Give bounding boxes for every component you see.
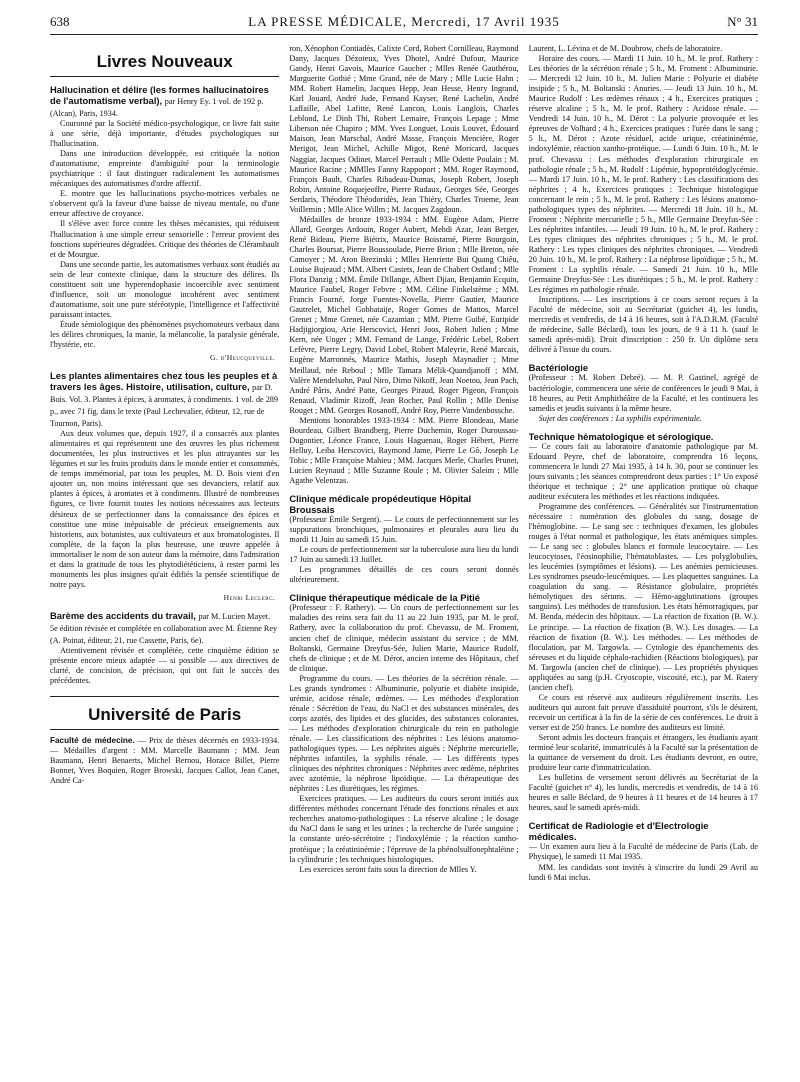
book1-review bbox=[50, 119, 279, 350]
faculte-text: — Prix de thèses décernés en 1933-1934. — Médailles d'argent : MM. Marcelle Baumann ; MM. Jean Baumann, Henri Benaerts, Michel Bernou, Horace Billet, Pierre Bonnet, Yves Boquien, Roger Browski, Jacques Callot, Jean Canet, André Ca- bbox=[50, 736, 280, 786]
radiologie-heading: Certificat de Radiologie et d'Electrologie médicales. bbox=[528, 820, 709, 843]
medailles-argent-list: ron, Xénophon Contiadès, Calixte Cord, Robert Cornilleau, Raymond Dany, Jacques Dézoteux, Yves Dhotel, André Dufour, Maurice Gandy, Henri Gavois, Maurice Gaucher ; Mlles Renée Gauthérou, Marguerite Gothié ; Mme Grand, née de Mary ; Mlle Lucie Hahn ; MM. Robert Hamelin, Jacques Hepp, Jean Hesse, Henry Ingrand, Karl Jouard, André Jude, Fernand Kayser, René Lachelin, André Laffaille, Abel Lafitte, René Lancon, Louis Langlois, Charles Leblond, Le Dinh Thi, Robert Lemaire, François Lepage ; Mme Liberson née Chapiro ; MM. Yves Longuet, Louis Louvet, Édouard Maison, Jean Marschal, André Masse, François Mencière, Roger Merigot, Jean Michel, Achille Migot, René Moricard, Jacques Naggiar, Jacques Odinet, Marcel Perrault ; Mlle Odette Poulain ; M. Maurice Racine ; MMlles Fanny Rappoport ; MM. Roger Raymond, François Bault, Charles Ribadeau-Dumas, Joseph Robert, Joseph Robin, Antoine Roquejeoffre, Pierre Rudaux, Georges Sée, Georges Serdaris, Théodore Théodoridès, Jean Thiéry, Charles Troeme, Jean Voillemin ; Mlle Alice Willm ; M. Jacques Zagdoun. bbox=[289, 44, 519, 214]
technique-heading: Technique hématologique et sérologique. bbox=[528, 430, 714, 442]
inscriptions: Inscriptions. — Les inscriptions à ce cours seront reçues à la Faculté de médecine, soit au Secrétariat (guichet 4), les lundis, mercredis et vendredis, de 14 à 16 heures, soit à l'A.D.R.M. (Faculté de médecine, Salle Béclard), tous les jours, de 9 à 11 h. (sauf le samedi après-midi). Droit d'inscription : 250 fr. Un diplôme sera délivré à l'issue du cours. bbox=[528, 295, 758, 355]
column-1 bbox=[50, 44, 279, 1074]
faculte-title: Faculté de médecine. bbox=[50, 736, 135, 746]
article-columns bbox=[50, 44, 758, 1074]
bacteriologie-sujet: Sujet des conférences : La syphilis expérimentale. bbox=[538, 413, 702, 423]
review-paragraph: E. montre que les hallucinations psycho-motrices verbales ne s'observent qu'à la faveur d'une baisse de niveau mentale, ou d'une erreur affective de croyance. bbox=[50, 189, 280, 219]
issue-number: N° 31 bbox=[727, 14, 758, 29]
clinique-pitie-text: (Professeur : F. Rathery). — Un cours de perfectionnement sur les maladies des reins sera fait du 11 au 22 Juin 1935, par M. le prof. Rathery, avec la collaboration du prof. Chevassu, de M. Froment, ancien chef de clinique, médecin assistant du service ; de MM. Boltanski, Germaine Dreyfus-Sée, Julien Marie, Maurice Rudolf, chefs de clinique ; et de M. Dérot, ancien interne des Hôpitaux, chef de clinique. bbox=[289, 603, 519, 673]
clinique-broussais-text: (Professeur Émile Sergent). — Le cours de perfectionnement sur les suppurations bronchiques, pulmonaires et pleurales aura lieu du mardi 11 Juin au samedi 15 Juin. bbox=[289, 515, 519, 545]
clinique-pitie-heading: Clinique thérapeutique médicale de la Pitié bbox=[289, 592, 481, 604]
review-paragraph: Couronné par la Société médico-psychologique, ce livre fait suite à une série, déjà importante, d'études psychologiques sur l'hallucination. bbox=[50, 119, 280, 149]
radiologie-text: — Un examen aura lieu à la Faculté de médecine de Paris (Lab. de Physique), le samedi 11 Mai 1935. bbox=[528, 842, 758, 862]
review-paragraph: Aux deux volumes que, depuis 1927, il a consacrés aux plantes alimentaires et qui représentent une des œuvres les plus richement documentées, les plus instructives et les plus attrayantes sur les légumes et sur les fruits produits dans le monde entier et consommés, de temps immémorial, par tous les peuples, M. D. Bois vient d'en ajouter un, non moins intéressant que ses devanciers, relatif aux plantes à épices, à aromates et à condiments. Illustré de nombreuses figures, ce livre fournit toutes les notions nécessaires aux lecteurs désireux de se perfectionner dans la connaissance des épices et constitue une mine inépuisable de précieux enseignements aux historiens, aux botanistes, aux cultivateurs et aux bromatologistes. Il complète, de la façon la plus heureuse, une œuvre appelée à immortaliser le nom de son auteur dans la mémoire, dans l'admiration et dans la gratitude de tous les phytodiététiciens, à rester parmi les monuments les plus insignes qu'ait édifiés la pensée scientifique de notre pays. bbox=[50, 429, 280, 589]
seront-admis: Seront admis les docteurs français et étrangers, les étudiants ayant terminé leur scolarité, immatriculés à la Faculté sur la présentation de la quittance de versement du droit. Les étudiants devront, en outre, produire leur carte d'immatriculation. bbox=[528, 733, 758, 773]
bulletins-versement: Les bulletins de versement seront délivrés au Secrétariat de la Faculté (guichet n° 4), les lundis, mercredis et vendredis, de 14 à 16 heures et salle Béclard, de 9 heures à 11 heures et de 14 heures à 17 heures, sauf le samedi après-midi. bbox=[528, 773, 758, 813]
universite-heading: Université de Paris bbox=[88, 705, 242, 725]
book-title bbox=[50, 370, 279, 429]
review-signature: G. d'Heucqueville. bbox=[209, 353, 276, 363]
clinique-broussais-heading: Clinique médicale propédeutique Hôpital Broussais bbox=[289, 493, 472, 516]
newspaper-title: LA PRESSE MÉDICALE, Mercredi, 17 Avril 1935 bbox=[248, 14, 560, 29]
horaire-cours: Horaire des cours. — Mardi 11 Juin. 10 h., M. le prof. Rathery : Les théories de la sécrétion rénale ; 5 h., M. Froment : Albuminurie. — Mercredi 12 Juin. 10 h., M. Julien Marie : Polyurie et diabète insipide ; 5 h., M. Boltanski : Anuries. — Jeudi 13 Juin. 10 h., M. Maurice Rudolf : Les œdèmes rénaux ; 4 h., Exercices pratiques ; réserve alcaline ; 5 h., M. le prof. Rathery : Acidose rénale. — Vendredi 14 Juin. 10 h., M. Dérot : La polyurie provoquée et les épreuves de Volhard ; 4 h., Exercices pratiques : l'urée dans le sang ; 5 h., M. Dérot : Azote résiduel, acide urique, créatininémie, indoxylémie, réaction xantho-protéique. — Lundi 6 Juin. 10 h., M. le prof. Chevassu : Les méthodes d'exploration chirurgicale en pathologie rénale ; 5 h., M. Rudolf : Lipémie, hypoprotéidoglycémie. — Mardi 17 Juin. 10 h., M. le prof. Rathery : Les classifications des néphrites ; 4 h., Exercices pratiques : Technique histologique concernant le rein ; 5 h., M. le prof. Rathery : Les lésions anatomo-pathologiques types des néphrites. — Mercredi 18 Juin. 10 h., M. Froment : Néphrite mercurielle ; 5 h., Mlle Germaine Dreyfus-Sée : Les néphrites infantiles. — Jeudi 19 Juin. 10 h., M. le prof. Rathery : Les types cliniques des néphrites chroniques ; 5 h., M. le prof. Rathery : Les types cliniques des néphrites chroniques. — Vendredi 20 Juin. 10 h., M. le prof. Rathery : La néphrose lipoïdique ; 5 h., M. Froment : La syphilis rénale. — Samedi 21 Juin. 10 h., Mlle Germaine Dreyfus-Sée : Les diurétiques ; 5 h., M. le prof. Rathery : Les régimes en pathologie rénale. bbox=[528, 54, 758, 295]
book2-review bbox=[50, 429, 279, 590]
clinique-broussais-text-2: Le cours de perfectionnement sur la tuberculose aura lieu du lundi 17 Juin au samedi 13 Juillet. bbox=[289, 545, 519, 565]
section-rule bbox=[50, 696, 279, 697]
chefs-laboratoire: Laurent, L. Lévina et de M. Doubrow, chefs de laboratoire. bbox=[528, 44, 723, 53]
livres-heading: Livres Nouveaux bbox=[96, 52, 233, 71]
header-rule bbox=[50, 34, 758, 35]
technique-text: — Ce cours fait au laboratoire d'anatomie pathologique par M. Edouard Peyre, chef de laboratoire, comprendra 16 leçons, commencera le lundi 27 Mai 1935, à 14 h. 30, pour se continuer les jours suivants ; les séances comprendront deux parties : 1° Un exposé théorique et technique ; 2° une application pratique où chaque auditeur exécutera les méthodes et les réactions indiquées. bbox=[528, 441, 758, 501]
column-2 bbox=[289, 44, 518, 1074]
book-title bbox=[50, 610, 279, 646]
page-number: 638 bbox=[50, 14, 70, 29]
bacteriologie-text: (Professeur : M. Robert Debré). — M. P. Gastinel, agrégé de bactériologie, commencera une série de conférences le jeudi 9 Mai, à 18 heures, au Petit Amphithéâtre de la Faculté, et les continuera les samedis et jeudis suivants à la même heure. bbox=[528, 373, 758, 413]
bacteriologie-heading: Bactériologie bbox=[528, 362, 589, 374]
book-title bbox=[50, 84, 279, 119]
medailles-bronze-list: Médailles de bronze 1933-1934 : MM. Eugène Adam, Pierre Allard, Georges Ardouin, Roger Aubert, Mehdi Azar, Jean Berger, René Bideau, Pierre Biétrix, Maurice Boisramé, Pierre Bourgoin, Charles Boursat, Pierre Boussoulade, Pierre Brion ; Mlle Breton, née Camoyer ; M. Aron Brezinski ; Mlles Henriette Bui Quang Chiêu, Louise Bujeaud ; MM. Albert Castets, Jean de Chabert Ostland ; Mlle Flora Danzig ; MM. Émile Dillange, Albert Djian, Benjamin Ecquin, Maurice Faubel, Roger Febvre ; MM. Céline Finkelstème ; MM. Francis Fourné, Jorge Fuentes-Novella, Pierre Gautier, Maurice Gautrelet, Michel Gobbataije, Roger Gomes de Mattos, Marcel Grenet ; Mme Grenet, née Cazamian ; MM. Pierre Guibé, Euripide Hadjigiorgiou, Arie Herscovici, Henri Joos, Robert Julien ; Mme Kern, née Unger ; MM. Fernand de Lange, Frédéric Lebel, Robert Lefèvre, Pierre Legry, David Lobel, Robert Maleyrie, René Marcais, Eugène Marronnés, Maurice Mathis, Joseph Maynadier ; Mme Meillaud, née Reboul ; Mlle Tamara Mélik-Quandjanoff ; MM. Valère Mendelsohn, Paul Niro, Dimo Nikoff, Jean Noetou, Jean Pach, André Pâris, André Patte, Georges Piraud, Roger Pigeon, François Renaud, Vladimir Rizoff, Jean Rocher, Paul Rollin ; Mlle Denise Rouget ; MM. Georges Rosanoff, André Roy, Pierre Vandenbossche. bbox=[289, 214, 519, 415]
exercices-pratiques: Exercices pratiques. — Les auditeurs du cours seront initiés aux différentes méthodes concernant l'étude des fonctions rénales et aux recherches anatomo-pathologiques : La réserve alcaline ; le dosage du NaCl dans le sang et les urines ; la recherche de l'urée sanguine ; la constante uréo-sécrétoire ; l'indoxylémie ; la réaction xantho-protéique ; la créatininémie ; l'épreuve de la phénolsulfonephtaléine ; la cylindrurie ; les techniques histologiques. bbox=[289, 794, 519, 864]
review-paragraph: Étude sémiologique des phénomènes psychomoteurs verbaux dans les délires chroniques, la manie, la mélancolie, la paralysie générale, l'hystérie, etc. bbox=[50, 319, 280, 350]
section-rule bbox=[50, 729, 279, 730]
review-paragraph: Dans une seconde partie, les automatismes verbaux sont étudiés au sein de leur contexte clinique, dans la structure des délires. Ils constituent soit une hyperendophasie incoercible avec sentiment d'influence, soit un monologue incohérent avec sentiment d'automatisme, soit une pure stéréotypie, l'intelligence et l'affectivité paraissant intactes. bbox=[50, 259, 280, 319]
review-paragraph: Attentivement révisée et complétée, cette cinquième édition se présente encore mieux adaptée — si possible — aux directives de clarté, de concision, de précision, qui ont fait le succès des précédentes. bbox=[50, 645, 280, 686]
book2-title: Les plantes alimentaires chez tous les peuples et à travers les âges. Histoire, utilisation, culture, bbox=[50, 370, 278, 393]
book1-title: Hallucination et délire (les formes hallucinatoires de l'automatisme verbal), bbox=[50, 84, 269, 106]
programme-cours: Programme du cours. — Les théories de la sécrétion rénale. — Les grands syndromes : Albuminurie, polyurie et diabète insipide, urémie, acidose rénale, œdèmes. — Les méthodes d'exploration rénale : Sécrétion de l'eau, du NaCl et des substances minérales, des corps azotés, des lipides et des glucides, des substances colorantes. — Les méthodes d'exploration chirurgicale du rein en pathologie rénale. — Les classifications des néphrites : Les lésions anatomo-pathologiques types. — Les néphrites aiguës : Néphrite mercurielle, néphrites infantiles, la syphilis rénale. — Les différents types cliniques des néphrites chroniques : Néphrites avec œdème, néphrites avec azotémie, la néphrose lipoïdique. — La thérapeutique des néphrites : Les diurétiques, les régimes. bbox=[289, 673, 519, 794]
review-signature: Henri Leclerc. bbox=[223, 592, 276, 602]
book3-review bbox=[50, 646, 279, 686]
review-paragraph: Il s'élève avec force contre les thèses mécanistes, qui réduisent l'hallucination à une simple erreur sensorielle : l'erreur provient des fonctions supérieures dégradées. Critique des théories de Clérambault et de Mourgue. bbox=[50, 219, 280, 259]
faculte-paragraph bbox=[50, 736, 279, 786]
book3-ref: par M. Lucien Mayet. 5e édition révisée et complétée en collaboration avec M. Étienne Rey (A. Poinat, éditeur, 21, rue Cassette, Paris, 6e). bbox=[50, 611, 278, 645]
programme-conferences: Programme des conférences. — Généralités sur l'instrumentation nécessaire : numération des globules du sang, dosage de l'hémoglobine. — Le sang sec : techniques d'examen, les globules rouges à l'état normal et pathologique, les états anémiques simples. — Le sang sec : globules blancs et formule leucocytaire. — Les leucocytoses, l'éosinophilie, l'hématoblastes. — Les polyglobulies, les leucémies (symptômes et lésions). — Les anémies pernicieuses. Les syndromes pseudo-leucémiques. — Les plaquettes sanguines. La coagulation du sang. — Résistance globulaire, propriétés hémolytiques des sérums. — Hémo-agglutinations (groupes sanguins). Les méthodes de transfusion. Les états hémorragiques, par M. Benda, médecin des hôpitaux. — La réaction de fixation (B. W.). Le principe. — La réaction de fixation (B. W.). Les dosages. — La réaction de fixation (B. W.). Les méthodes. — Les méthodes de floculation, par M. Targowla. — Cytologie des épanchements des séreuses et du liquide céphalo-rachidien (Réactions biologiques), par M. Targowla (ancien chef de clinique). — Les propriétés physiques appliquées au sang (p.H. Cryoscopie, viscosité, etc.), par M. Ratery (ancien chef). bbox=[528, 501, 758, 692]
book2-ref: par D. Bois. Vol. 3. Plantes à épices, à aromates, à condiments. 1 vol. de 289 p., avec 71 fig. dans le texte (Paul Lechevalier, éditeur, 12, rue de Tournon, Paris). bbox=[50, 383, 278, 429]
book1-ref: par Henry Ey. 1 vol. de 192 p. (Alcan), Paris, 1934. bbox=[50, 97, 264, 118]
radiologie-inscription: MM. les candidats sont invités à s'inscrire du lundi 29 Avril au lundi 6 Mai inclus. bbox=[528, 862, 758, 882]
review-paragraph: Dans une introduction développée, est critiquée la notion d'automatisme, empreinte d'ambiguïté pour la terminologie psychiatrique : il faut distinguer radicalement les automatismes mécaniques des automatismes d'ordre affectif. bbox=[50, 149, 280, 189]
exercices-direction: Les exercices seront faits sous la direction de Mlles Y. bbox=[299, 864, 477, 874]
page-header bbox=[50, 10, 758, 34]
clinique-broussais-text-3: Les programmes détaillés de ces cours seront donnés ultérieurement. bbox=[289, 565, 519, 585]
section-rule bbox=[50, 76, 279, 77]
mentions-list: Mentions honorables 1933-1934 : MM. Pierre Blondeau, Marie Bourdeau, Gilbert Brandberg, Pierre Duchemin, Roger Duroussau-Dugontier, Léonce France, Louis Haguenau, Roger Hébert, Pierre Helluy, Leiba Herscovici, Raymond Jame, Pierre Le Gô, Joseph Le Tohic ; Mlle Françoise Mahieu ; MM. Jacques Merle, Charles Prunet, Lucien Reynaud ; Mlle Suzanne Roule ; M. Olivier Saleim ; Mlle Agathe Velentzas. bbox=[289, 415, 519, 486]
cours-reserve: Ce cours est réservé aux auditeurs régulièrement inscrits. Les auditeurs qui auront fait preuve d'assiduité pourront, s'ils le désirent, recevoir un certificat à la fin de la série de ces conférences. Le droit à verser est de 250 francs. Le nombre des auditeurs est limité. bbox=[528, 692, 758, 732]
column-3 bbox=[529, 44, 758, 1074]
book3-title: Barème des accidents du travail, bbox=[50, 609, 196, 621]
